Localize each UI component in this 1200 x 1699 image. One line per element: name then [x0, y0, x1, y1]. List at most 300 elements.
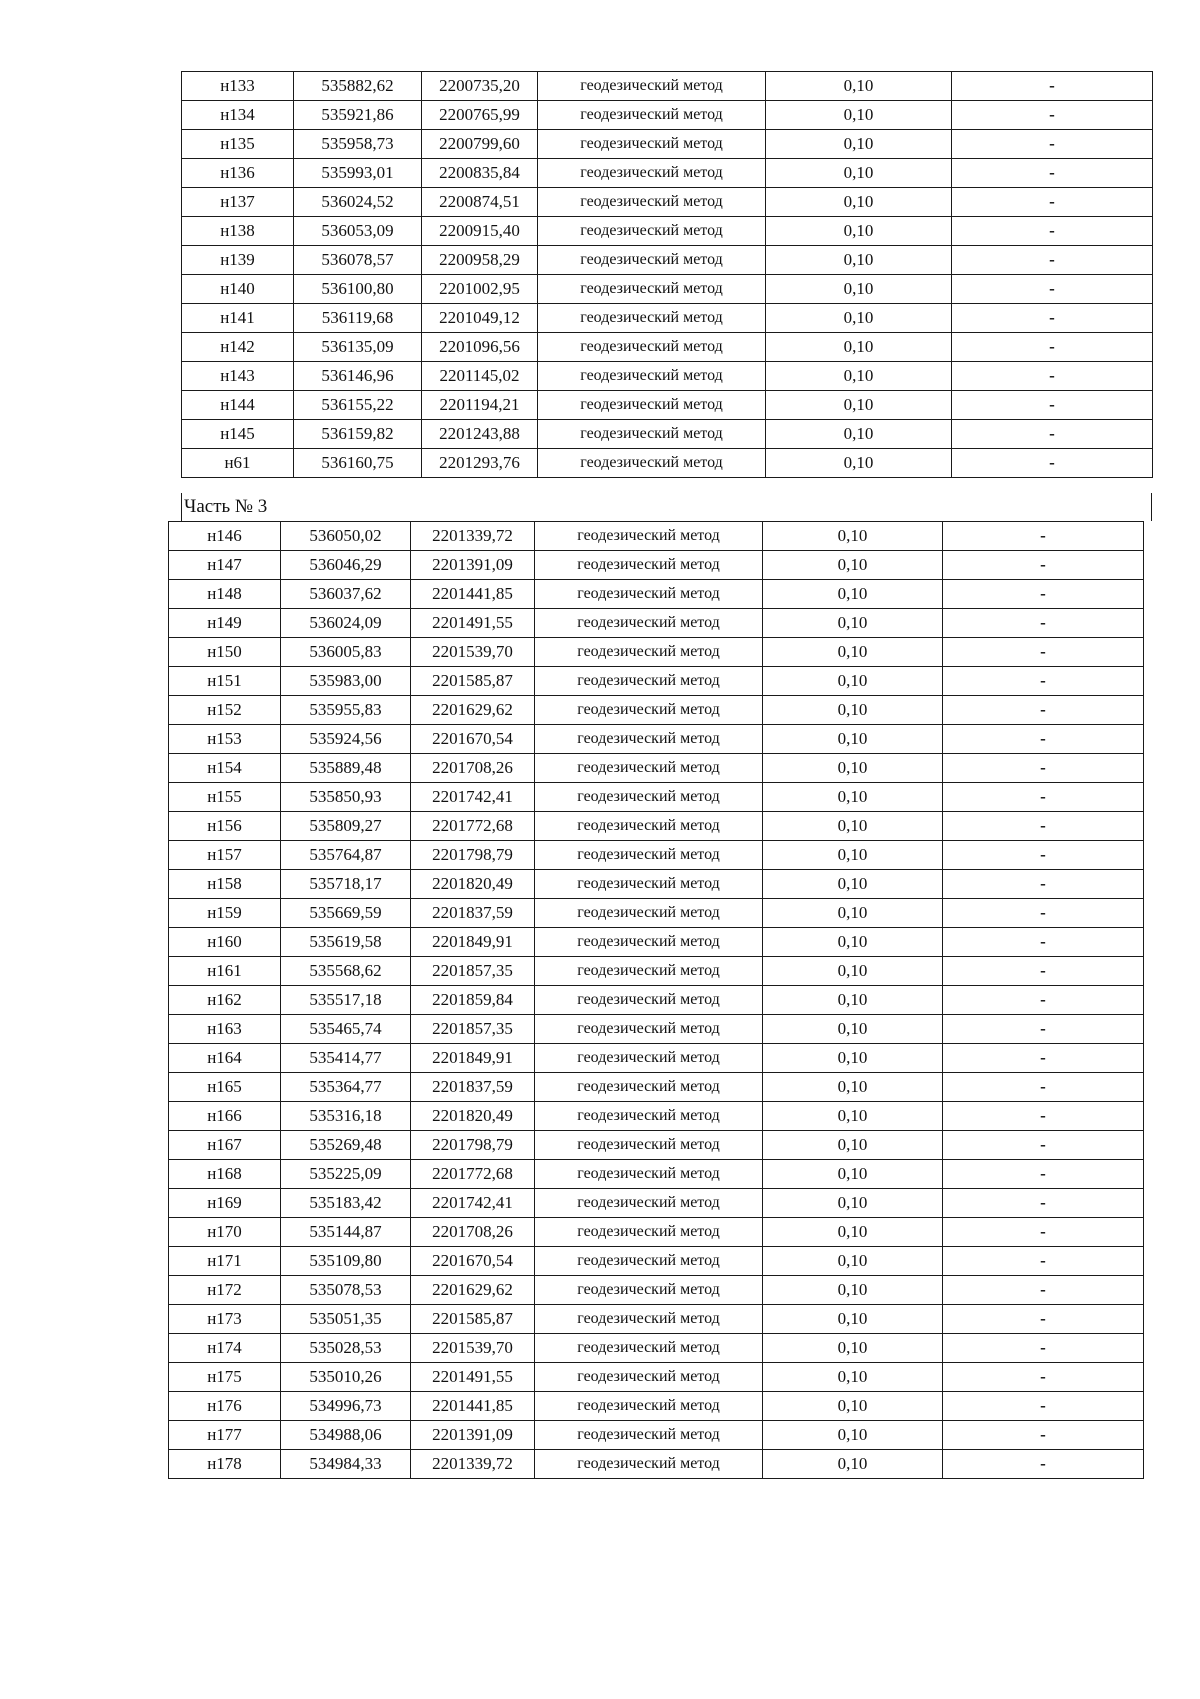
point-name-cell: н152: [169, 696, 281, 725]
coord-x-cell: 535809,27: [281, 812, 411, 841]
accuracy-cell: 0,10: [763, 1218, 943, 1247]
coord-x-cell: 535889,48: [281, 754, 411, 783]
point-name-cell: н146: [169, 522, 281, 551]
method-cell: геодезический метод: [535, 551, 763, 580]
table-row: [169, 1218, 1144, 1247]
coord-y-cell: 2201798,79: [411, 1131, 535, 1160]
table-row: [182, 72, 1153, 101]
method-cell: геодезический метод: [538, 188, 766, 217]
table-row: [169, 1421, 1144, 1450]
accuracy-cell: 0,10: [763, 1189, 943, 1218]
coord-x-cell: 535882,62: [294, 72, 422, 101]
coord-y-cell: 2201742,41: [411, 783, 535, 812]
coordinates-table-part-3: [168, 521, 1144, 1479]
note-cell: -: [943, 1015, 1144, 1044]
coord-y-cell: 2201243,88: [422, 420, 538, 449]
table-row: [169, 1131, 1144, 1160]
coord-y-cell: 2201585,87: [411, 1305, 535, 1334]
point-name-cell: н169: [169, 1189, 281, 1218]
coord-y-cell: 2201002,95: [422, 275, 538, 304]
note-cell: -: [943, 1102, 1144, 1131]
point-name-cell: н141: [182, 304, 294, 333]
accuracy-cell: 0,10: [763, 928, 943, 957]
coord-x-cell: 536024,09: [281, 609, 411, 638]
table-row: [169, 1276, 1144, 1305]
method-cell: геодезический метод: [538, 159, 766, 188]
point-name-cell: н153: [169, 725, 281, 754]
accuracy-cell: 0,10: [766, 72, 952, 101]
table-row: [169, 986, 1144, 1015]
method-cell: геодезический метод: [535, 957, 763, 986]
table-row: [182, 101, 1153, 130]
table-row: [169, 841, 1144, 870]
method-cell: геодезический метод: [538, 130, 766, 159]
accuracy-cell: 0,10: [763, 1276, 943, 1305]
note-cell: -: [943, 783, 1144, 812]
method-cell: геодезический метод: [535, 580, 763, 609]
method-cell: геодезический метод: [538, 101, 766, 130]
method-cell: геодезический метод: [538, 72, 766, 101]
coord-x-cell: 535921,86: [294, 101, 422, 130]
coord-y-cell: 2200915,40: [422, 217, 538, 246]
method-cell: геодезический метод: [535, 1392, 763, 1421]
coord-x-cell: 535958,73: [294, 130, 422, 159]
note-cell: -: [943, 1305, 1144, 1334]
accuracy-cell: 0,10: [763, 1102, 943, 1131]
accuracy-cell: 0,10: [766, 217, 952, 246]
note-cell: -: [943, 1131, 1144, 1160]
note-cell: -: [943, 1363, 1144, 1392]
table-row: [169, 1160, 1144, 1189]
accuracy-cell: 0,10: [763, 1450, 943, 1479]
point-name-cell: н156: [169, 812, 281, 841]
table-row: [169, 1044, 1144, 1073]
coord-x-cell: 536037,62: [281, 580, 411, 609]
coord-y-cell: 2201857,35: [411, 1015, 535, 1044]
coord-x-cell: 535010,26: [281, 1363, 411, 1392]
table-row: [182, 246, 1153, 275]
table-row: [182, 217, 1153, 246]
point-name-cell: н154: [169, 754, 281, 783]
coord-x-cell: 535144,87: [281, 1218, 411, 1247]
table-row: [182, 159, 1153, 188]
note-cell: -: [943, 841, 1144, 870]
method-cell: геодезический метод: [535, 754, 763, 783]
table-row: [182, 275, 1153, 304]
method-cell: геодезический метод: [535, 870, 763, 899]
table-row: [169, 1189, 1144, 1218]
coord-y-cell: 2201539,70: [411, 638, 535, 667]
point-name-cell: н137: [182, 188, 294, 217]
note-cell: -: [943, 928, 1144, 957]
method-cell: геодезический метод: [535, 1421, 763, 1450]
note-cell: -: [952, 333, 1153, 362]
point-name-cell: н140: [182, 275, 294, 304]
coord-y-cell: 2201859,84: [411, 986, 535, 1015]
table-row: [169, 696, 1144, 725]
note-cell: -: [952, 449, 1153, 478]
method-cell: геодезический метод: [535, 841, 763, 870]
coord-y-cell: 2201391,09: [411, 1421, 535, 1450]
note-cell: -: [943, 1218, 1144, 1247]
note-cell: -: [943, 1450, 1144, 1479]
note-cell: -: [952, 188, 1153, 217]
point-name-cell: н163: [169, 1015, 281, 1044]
accuracy-cell: 0,10: [763, 1334, 943, 1363]
method-cell: геодезический метод: [538, 391, 766, 420]
point-name-cell: н167: [169, 1131, 281, 1160]
method-cell: геодезический метод: [538, 420, 766, 449]
note-cell: -: [952, 130, 1153, 159]
note-cell: -: [943, 1392, 1144, 1421]
method-cell: геодезический метод: [538, 362, 766, 391]
coord-x-cell: 535051,35: [281, 1305, 411, 1334]
note-cell: -: [943, 551, 1144, 580]
accuracy-cell: 0,10: [763, 1073, 943, 1102]
coord-x-cell: 536155,22: [294, 391, 422, 420]
coord-x-cell: 535983,00: [281, 667, 411, 696]
point-name-cell: н143: [182, 362, 294, 391]
coord-y-cell: 2201772,68: [411, 1160, 535, 1189]
note-cell: -: [952, 304, 1153, 333]
coord-y-cell: 2201629,62: [411, 696, 535, 725]
note-cell: -: [952, 391, 1153, 420]
table-row: [169, 580, 1144, 609]
table-row: [182, 420, 1153, 449]
coord-x-cell: 535619,58: [281, 928, 411, 957]
coord-x-cell: 535568,62: [281, 957, 411, 986]
method-cell: геодезический метод: [535, 1044, 763, 1073]
coord-y-cell: 2201849,91: [411, 928, 535, 957]
coord-y-cell: 2200958,29: [422, 246, 538, 275]
method-cell: геодезический метод: [535, 899, 763, 928]
coord-y-cell: 2201539,70: [411, 1334, 535, 1363]
accuracy-cell: 0,10: [763, 812, 943, 841]
coord-x-cell: 535924,56: [281, 725, 411, 754]
coord-x-cell: 535028,53: [281, 1334, 411, 1363]
point-name-cell: н147: [169, 551, 281, 580]
coord-x-cell: 535764,87: [281, 841, 411, 870]
accuracy-cell: 0,10: [763, 841, 943, 870]
table-row: [169, 638, 1144, 667]
point-name-cell: н138: [182, 217, 294, 246]
accuracy-cell: 0,10: [763, 522, 943, 551]
coord-y-cell: 2201441,85: [411, 1392, 535, 1421]
point-name-cell: н160: [169, 928, 281, 957]
method-cell: геодезический метод: [538, 449, 766, 478]
point-name-cell: н173: [169, 1305, 281, 1334]
method-cell: геодезический метод: [535, 725, 763, 754]
table-row: [169, 522, 1144, 551]
accuracy-cell: 0,10: [763, 870, 943, 899]
note-cell: -: [943, 609, 1144, 638]
method-cell: геодезический метод: [535, 986, 763, 1015]
coord-x-cell: 535109,80: [281, 1247, 411, 1276]
point-name-cell: н176: [169, 1392, 281, 1421]
accuracy-cell: 0,10: [763, 986, 943, 1015]
coord-x-cell: 535465,74: [281, 1015, 411, 1044]
method-cell: геодезический метод: [535, 1073, 763, 1102]
note-cell: -: [952, 72, 1153, 101]
coord-y-cell: 2201670,54: [411, 1247, 535, 1276]
coord-y-cell: 2200735,20: [422, 72, 538, 101]
note-cell: -: [943, 522, 1144, 551]
coord-x-cell: 536024,52: [294, 188, 422, 217]
point-name-cell: н136: [182, 159, 294, 188]
coord-y-cell: 2201798,79: [411, 841, 535, 870]
coord-y-cell: 2201096,56: [422, 333, 538, 362]
table-row: [169, 957, 1144, 986]
coordinates-table-part-3-body: [169, 522, 1144, 1479]
table-row: [182, 188, 1153, 217]
accuracy-cell: 0,10: [763, 899, 943, 928]
accuracy-cell: 0,10: [766, 362, 952, 391]
coord-x-cell: 534996,73: [281, 1392, 411, 1421]
accuracy-cell: 0,10: [766, 188, 952, 217]
coord-x-cell: 536100,80: [294, 275, 422, 304]
point-name-cell: н164: [169, 1044, 281, 1073]
coord-x-cell: 534988,06: [281, 1421, 411, 1450]
coord-y-cell: 2201339,72: [411, 522, 535, 551]
point-name-cell: н171: [169, 1247, 281, 1276]
note-cell: -: [943, 696, 1144, 725]
accuracy-cell: 0,10: [763, 696, 943, 725]
note-cell: -: [943, 638, 1144, 667]
point-name-cell: н177: [169, 1421, 281, 1450]
table-row: [169, 1073, 1144, 1102]
point-name-cell: н149: [169, 609, 281, 638]
coordinates-table-part-2-body: [182, 72, 1153, 478]
note-cell: -: [943, 1044, 1144, 1073]
note-cell: -: [943, 957, 1144, 986]
note-cell: -: [943, 580, 1144, 609]
coord-y-cell: 2201491,55: [411, 609, 535, 638]
coord-x-cell: 536005,83: [281, 638, 411, 667]
method-cell: геодезический метод: [535, 1218, 763, 1247]
point-name-cell: н166: [169, 1102, 281, 1131]
accuracy-cell: 0,10: [766, 420, 952, 449]
table-row: [182, 362, 1153, 391]
table-row: [169, 899, 1144, 928]
coord-x-cell: 536053,09: [294, 217, 422, 246]
point-name-cell: н161: [169, 957, 281, 986]
coord-x-cell: 535850,93: [281, 783, 411, 812]
method-cell: геодезический метод: [535, 928, 763, 957]
point-name-cell: н159: [169, 899, 281, 928]
coord-y-cell: 2201491,55: [411, 1363, 535, 1392]
note-cell: -: [943, 754, 1144, 783]
point-name-cell: н139: [182, 246, 294, 275]
point-name-cell: н148: [169, 580, 281, 609]
coord-y-cell: 2201049,12: [422, 304, 538, 333]
method-cell: геодезический метод: [535, 1247, 763, 1276]
note-cell: -: [952, 362, 1153, 391]
note-cell: -: [943, 1247, 1144, 1276]
accuracy-cell: 0,10: [766, 246, 952, 275]
method-cell: геодезический метод: [538, 333, 766, 362]
coord-x-cell: 536078,57: [294, 246, 422, 275]
accuracy-cell: 0,10: [766, 391, 952, 420]
coord-y-cell: 2200799,60: [422, 130, 538, 159]
coord-x-cell: 536119,68: [294, 304, 422, 333]
accuracy-cell: 0,10: [766, 159, 952, 188]
accuracy-cell: 0,10: [763, 1160, 943, 1189]
table-row: [169, 1247, 1144, 1276]
coord-y-cell: 2201772,68: [411, 812, 535, 841]
point-name-cell: н151: [169, 667, 281, 696]
coord-y-cell: 2201857,35: [411, 957, 535, 986]
coord-y-cell: 2201145,02: [422, 362, 538, 391]
accuracy-cell: 0,10: [766, 304, 952, 333]
accuracy-cell: 0,10: [763, 783, 943, 812]
note-cell: -: [952, 101, 1153, 130]
note-cell: -: [943, 1073, 1144, 1102]
coord-x-cell: 534984,33: [281, 1450, 411, 1479]
table-row: [169, 1015, 1144, 1044]
coord-x-cell: 535955,83: [281, 696, 411, 725]
method-cell: геодезический метод: [535, 812, 763, 841]
accuracy-cell: 0,10: [766, 333, 952, 362]
accuracy-cell: 0,10: [766, 449, 952, 478]
point-name-cell: н158: [169, 870, 281, 899]
coord-y-cell: 2201742,41: [411, 1189, 535, 1218]
table-row: [169, 812, 1144, 841]
part-3-heading: Часть № 3: [181, 493, 1152, 521]
coord-x-cell: 535414,77: [281, 1044, 411, 1073]
method-cell: геодезический метод: [535, 1334, 763, 1363]
table-row: [169, 870, 1144, 899]
table-row: [169, 928, 1144, 957]
table-row: [169, 1450, 1144, 1479]
coord-y-cell: 2201708,26: [411, 754, 535, 783]
point-name-cell: н172: [169, 1276, 281, 1305]
table-row: [169, 1305, 1144, 1334]
coord-y-cell: 2201629,62: [411, 1276, 535, 1305]
table-row: [169, 1334, 1144, 1363]
method-cell: геодезический метод: [535, 1189, 763, 1218]
table-row: [169, 1392, 1144, 1421]
point-name-cell: н135: [182, 130, 294, 159]
accuracy-cell: 0,10: [763, 1015, 943, 1044]
coord-y-cell: 2201293,76: [422, 449, 538, 478]
point-name-cell: н155: [169, 783, 281, 812]
coord-y-cell: 2201339,72: [411, 1450, 535, 1479]
coord-x-cell: 536146,96: [294, 362, 422, 391]
point-name-cell: н142: [182, 333, 294, 362]
table-row: [169, 1363, 1144, 1392]
point-name-cell: н144: [182, 391, 294, 420]
coord-x-cell: 535993,01: [294, 159, 422, 188]
accuracy-cell: 0,10: [763, 1044, 943, 1073]
note-cell: -: [943, 725, 1144, 754]
note-cell: -: [943, 812, 1144, 841]
coord-y-cell: 2200765,99: [422, 101, 538, 130]
note-cell: -: [952, 420, 1153, 449]
accuracy-cell: 0,10: [763, 725, 943, 754]
coord-y-cell: 2201820,49: [411, 1102, 535, 1131]
coord-y-cell: 2201708,26: [411, 1218, 535, 1247]
method-cell: геодезический метод: [535, 696, 763, 725]
point-name-cell: н134: [182, 101, 294, 130]
note-cell: -: [943, 1189, 1144, 1218]
note-cell: -: [943, 1276, 1144, 1305]
point-name-cell: н174: [169, 1334, 281, 1363]
point-name-cell: н178: [169, 1450, 281, 1479]
note-cell: -: [943, 1334, 1144, 1363]
coord-y-cell: 2201837,59: [411, 899, 535, 928]
method-cell: геодезический метод: [535, 1450, 763, 1479]
point-name-cell: н157: [169, 841, 281, 870]
note-cell: -: [952, 246, 1153, 275]
accuracy-cell: 0,10: [763, 1131, 943, 1160]
coord-x-cell: 536050,02: [281, 522, 411, 551]
coord-x-cell: 535269,48: [281, 1131, 411, 1160]
note-cell: -: [943, 899, 1144, 928]
accuracy-cell: 0,10: [763, 1392, 943, 1421]
coord-x-cell: 535517,18: [281, 986, 411, 1015]
note-cell: -: [952, 159, 1153, 188]
table-row: [169, 1102, 1144, 1131]
method-cell: геодезический метод: [535, 1102, 763, 1131]
method-cell: геодезический метод: [538, 304, 766, 333]
coord-y-cell: 2201670,54: [411, 725, 535, 754]
coord-x-cell: 535316,18: [281, 1102, 411, 1131]
point-name-cell: н61: [182, 449, 294, 478]
table-row: [182, 391, 1153, 420]
method-cell: геодезический метод: [535, 638, 763, 667]
point-name-cell: н175: [169, 1363, 281, 1392]
table-row: [182, 130, 1153, 159]
note-cell: -: [943, 667, 1144, 696]
coord-y-cell: 2201194,21: [422, 391, 538, 420]
accuracy-cell: 0,10: [763, 638, 943, 667]
table-row: [169, 754, 1144, 783]
accuracy-cell: 0,10: [766, 130, 952, 159]
coord-x-cell: 535364,77: [281, 1073, 411, 1102]
table-row: [182, 449, 1153, 478]
accuracy-cell: 0,10: [763, 1247, 943, 1276]
table-row: [169, 725, 1144, 754]
note-cell: -: [952, 217, 1153, 246]
coord-x-cell: 536046,29: [281, 551, 411, 580]
table-row: [169, 609, 1144, 638]
point-name-cell: н162: [169, 986, 281, 1015]
coord-y-cell: 2201441,85: [411, 580, 535, 609]
note-cell: -: [943, 870, 1144, 899]
method-cell: геодезический метод: [535, 1363, 763, 1392]
method-cell: геодезический метод: [538, 217, 766, 246]
coord-x-cell: 535669,59: [281, 899, 411, 928]
coordinates-table-part-2: [181, 71, 1153, 478]
method-cell: геодезический метод: [535, 1160, 763, 1189]
coord-y-cell: 2201849,91: [411, 1044, 535, 1073]
table-row: [169, 783, 1144, 812]
coord-y-cell: 2201820,49: [411, 870, 535, 899]
coord-x-cell: 535078,53: [281, 1276, 411, 1305]
method-cell: геодезический метод: [538, 275, 766, 304]
method-cell: геодезический метод: [535, 1015, 763, 1044]
coord-x-cell: 536135,09: [294, 333, 422, 362]
method-cell: геодезический метод: [535, 1305, 763, 1334]
method-cell: геодезический метод: [538, 246, 766, 275]
point-name-cell: н165: [169, 1073, 281, 1102]
coord-y-cell: 2200835,84: [422, 159, 538, 188]
accuracy-cell: 0,10: [763, 667, 943, 696]
table-row: [182, 304, 1153, 333]
accuracy-cell: 0,10: [763, 754, 943, 783]
method-cell: геодезический метод: [535, 783, 763, 812]
accuracy-cell: 0,10: [766, 275, 952, 304]
